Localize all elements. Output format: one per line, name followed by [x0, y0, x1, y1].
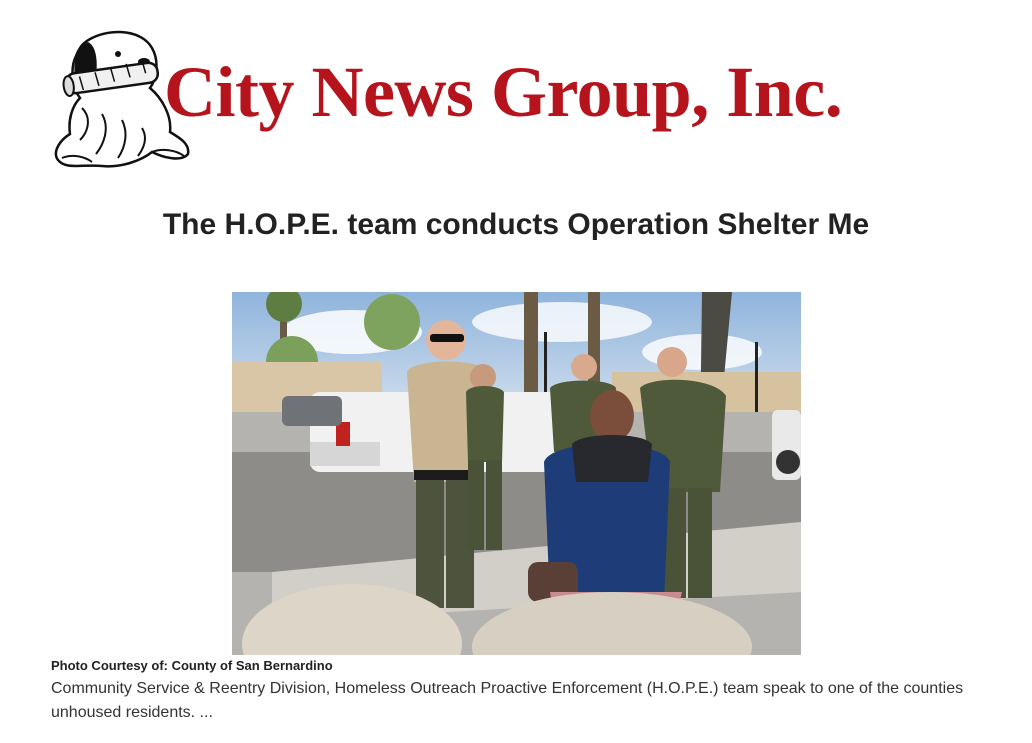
masthead — [52, 28, 972, 174]
article-excerpt: Community Service & Reentry Division, Homeless Outreach Proactive Enforcement (H.O.P.E.) team speak to one of the counties unhoused residents. ... — [51, 680, 964, 721]
article-title[interactable]: The H.O.P.E. team conducts Operation Shelter Me — [162, 208, 870, 241]
site-title[interactable]: City News Group, Inc. — [164, 52, 843, 132]
article-photo[interactable] — [232, 292, 801, 655]
photo-credit: Photo Courtesy of: County of San Bernardino — [51, 658, 333, 673]
outreach-scene-image — [232, 292, 801, 655]
